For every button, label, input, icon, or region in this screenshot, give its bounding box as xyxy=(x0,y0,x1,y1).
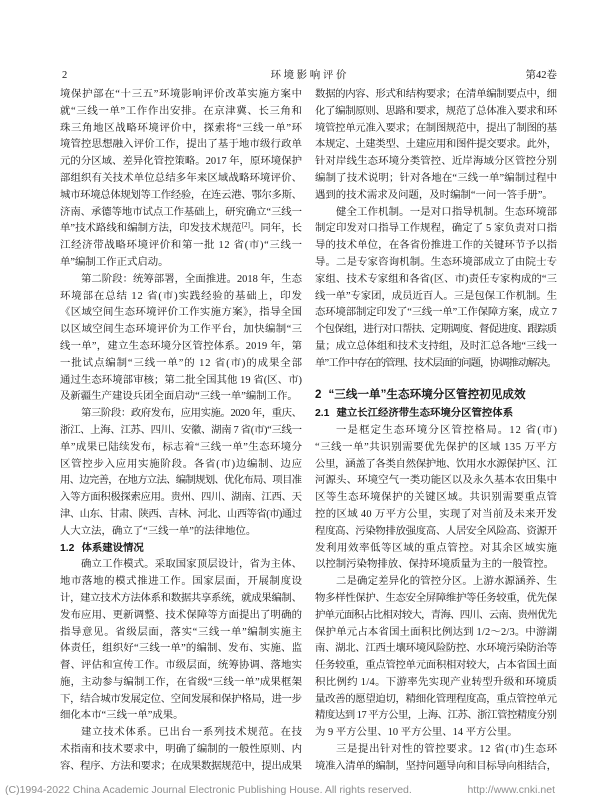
text-line xyxy=(315,641,557,658)
section-number: 2.1 xyxy=(315,408,330,420)
text-line-content: 第二阶段：统筹部署，全面推进。2018 年，生态 xyxy=(81,273,302,285)
text-line xyxy=(60,490,302,507)
text-line-content: 积比例约 1/4。下游率先实现产业转型升级和环境质 xyxy=(315,676,558,688)
text-line xyxy=(60,322,302,339)
text-line xyxy=(60,473,302,490)
text-line xyxy=(60,255,302,272)
volume-label: 第42卷 xyxy=(525,70,557,81)
text-line-content: 编制了技术说明；针对各地在“三线一单”编制过程中 xyxy=(315,172,558,184)
section-heading xyxy=(60,541,302,558)
text-line-content: 量改善的愿望迫切，精细化管理程度高，重点管控单元 xyxy=(315,693,557,705)
text-line-content: 发布应用、更新调整、技术保障等方面提出了明确的 xyxy=(60,609,303,621)
text-line-content: 容、程序、方法和要求；在成果数据规范中，提出成果 xyxy=(60,760,302,772)
text-line xyxy=(60,188,302,205)
text-line xyxy=(315,137,557,154)
text-line xyxy=(60,524,302,541)
text-line-content: 江经济带战略环境评价和第一批 12 省(市)“三线一 xyxy=(60,240,303,252)
paragraph xyxy=(60,725,302,775)
text-line xyxy=(60,221,302,238)
text-line-content: 地市落地的模式推进工作。国家层面，开展制度设 xyxy=(60,576,303,588)
text-line-content: 程度高、污染物排放强度高、人居安全风险高、资源开 xyxy=(315,525,557,537)
text-line-content: 元的分区域、差异化管控策略。2017 年，原环境保护 xyxy=(60,156,303,168)
text-line xyxy=(315,171,557,188)
text-line-content: 单”工作中存在的管理、技术层面的问题，协调推动解决。 xyxy=(315,357,557,369)
text-line-content: 建立技术体系。已出台一系列技术规范。在技 xyxy=(81,727,303,739)
text-line-content: 保护单元占本省国土面积比例达到 1/2～2/3。中游湖 xyxy=(315,626,558,638)
text-line xyxy=(315,154,557,171)
text-line-content: 确立工作模式。采取国家顶层设计，省为主体、 xyxy=(81,559,303,571)
text-line xyxy=(315,490,557,507)
text-line xyxy=(315,507,557,524)
text-line xyxy=(315,272,557,289)
text-line xyxy=(315,557,557,574)
text-line xyxy=(60,406,302,423)
text-line-content: 术指南和技术要求中，明确了编制的一般性原则、内 xyxy=(60,744,303,756)
text-line xyxy=(315,457,557,474)
text-line xyxy=(315,591,557,608)
text-line-content: 健全工作机制。一是对口指导机制。生态环境部 xyxy=(336,206,558,218)
text-line xyxy=(315,574,557,591)
text-line xyxy=(60,708,302,725)
text-line xyxy=(315,356,557,373)
text-line xyxy=(315,524,557,541)
text-line-content: 公里，涵盖了各类自然保护地、饮用水水源保护区、江 xyxy=(315,458,557,470)
text-line xyxy=(60,272,302,289)
text-line-content: 数据的内容、形式和结构要求；在清单编制要点中，细 xyxy=(315,89,557,100)
text-line-content: 境管控思想融入评价工作，提出了基于地市级行政单 xyxy=(60,139,303,151)
text-line-content: 以区域空间生态环境评价为工作平台，加快编制“三 xyxy=(60,324,303,336)
text-line-content: 通过生态环境部审核；第二批全国其他 19 省(区、市) xyxy=(60,374,303,386)
text-line-content: 控的区域 40 万平方公里，实现了对当前及未来开发 xyxy=(315,508,558,520)
text-line-content: 境保护部在“十三五”环境影响评价改革实施方案中 xyxy=(60,89,303,100)
text-line-content: 城市环境总体规划等工作经验，在连云港、鄂尔多斯、 xyxy=(60,189,302,201)
text-line-content: 态环境部制定印发了“三线一单”工作保障方案，成立 7 xyxy=(315,307,557,319)
text-line xyxy=(60,238,302,255)
paragraph xyxy=(315,87,557,205)
text-line xyxy=(60,658,302,675)
text-line-content: 细化本市“三线一单”成果。 xyxy=(60,710,184,722)
text-line xyxy=(60,457,302,474)
text-line-content: 线一单”专家团，成员近百人。三是包保工作机制。生 xyxy=(315,290,557,302)
text-line xyxy=(315,238,557,255)
text-line-content: 境准入清单的编制，坚持问题导向和目标导向相结合， xyxy=(315,760,557,772)
left-column xyxy=(60,87,302,776)
text-line xyxy=(60,205,302,222)
text-line-content: 计，建立技术方法体系和数据共享系统，就成果编制、 xyxy=(60,592,302,604)
text-line-content: 化了编制原则、思路和要求，规范了总体准入要求和环 xyxy=(315,105,557,117)
text-line-content: 任务较重，重点管控单元面积相对较大，占本省国土面 xyxy=(315,660,557,672)
text-line-content: 一批试点编制“三线一单”的 12 省(市)的成果全部 xyxy=(60,357,303,369)
text-line-content: 第三阶段：政府发布，应用实施。2020 年，重庆、 xyxy=(81,408,302,420)
text-line-content: 遇到的技术需求及问题，及时编制“一问一答手册”。 xyxy=(315,189,553,201)
text-line-content: 督、评估和宣传工作。市级层面，统筹协调、落地实 xyxy=(60,660,303,672)
text-line-content: 及新疆生产建设兵团全面启动“三线一单”编制工作。 xyxy=(60,391,298,403)
text-line-content: “三线一单”共识别需要优先保护的区域 135 万平方 xyxy=(315,441,558,453)
text-line xyxy=(315,205,557,222)
text-line xyxy=(60,625,302,642)
text-line xyxy=(315,221,557,238)
citation-ref: [2] xyxy=(241,222,250,230)
text-line-content: 量；成立总体组和技术支持组，及时汇总各地“三线一 xyxy=(315,340,557,352)
section-number: 1.2 xyxy=(60,542,75,554)
text-line xyxy=(60,171,302,188)
text-line-content: 境管控单元准入要求；在制图规范中，提出了制图的基 xyxy=(315,122,557,134)
paragraph xyxy=(315,742,557,776)
right-column xyxy=(315,87,557,776)
text-line-content: 为 9 平方公里、10 平方公里、14 平方公里。 xyxy=(315,727,518,739)
section-heading xyxy=(315,406,557,423)
section-number: 2 xyxy=(315,387,322,401)
text-line xyxy=(315,255,557,272)
text-line xyxy=(315,541,557,558)
text-line xyxy=(60,608,302,625)
text-line-content: 一是框定生态环境分区管控格局。12 省(市) xyxy=(336,424,559,436)
text-line xyxy=(60,574,302,591)
text-line xyxy=(60,121,302,138)
text-line xyxy=(60,692,302,709)
text-line-content: 河源头、环境空气一类功能区以及永久基本农田集中 xyxy=(315,475,558,487)
text-line-content: 精度达到 17 平方公里，上海、江苏、浙江管控精度分别 xyxy=(315,710,557,722)
text-line-content: 用、边完善，在地方立法、编制规划、优化布局、项目准 xyxy=(60,475,302,487)
text-line xyxy=(60,339,302,356)
section-heading xyxy=(315,383,557,407)
text-line-content: 就“三线一单”工作作出安排。在京津冀、长三角和 xyxy=(60,105,303,117)
text-line-content: 导。二是专家咨询机制。生态环境部成立了由院士专 xyxy=(315,256,558,268)
text-line xyxy=(60,305,302,322)
paragraph xyxy=(60,557,302,725)
footer-url: http://www.cnki.net xyxy=(467,784,555,796)
text-line-content: 部组织有关技术单位总结多年来区域战略环境评价、 xyxy=(60,172,303,184)
text-line xyxy=(315,305,557,322)
text-line xyxy=(60,675,302,692)
text-line-content: 以控制污染物排放、保持环境质量为主的一般管控。 xyxy=(315,559,554,571)
text-line-content: 区管控步入应用实施阶段。各省(市)边编制、边应 xyxy=(60,458,303,470)
copyright-notice: (C)1994-2022 China Academic Journal Electronic Publishing House. All rights reserved. xyxy=(5,784,412,796)
text-line xyxy=(60,725,302,742)
text-line-content: 家组、技术专家组和各省(区、市)责任专家构成的“三 xyxy=(315,273,558,285)
text-line-content: 区等生态环境保护的关键区域。共识别需要重点管 xyxy=(315,492,558,504)
text-line-content: 发利用效率低等区域的重点管控。对其余区域实施 xyxy=(315,542,558,554)
text-line xyxy=(60,289,302,306)
text-line-content: 南、湖北、江西土壤环境风险防控、水环境污染防治等 xyxy=(315,643,557,655)
text-line xyxy=(315,608,557,625)
text-line-content: 个包保组，进行对口帮扶、定期调度、督促进度、跟踪质 xyxy=(315,324,557,336)
text-line-content: 制定印发对口指导工作规程，确定了 5 家负责对口指 xyxy=(315,223,558,235)
text-line xyxy=(60,356,302,373)
paragraph xyxy=(315,423,557,574)
text-line xyxy=(315,87,557,104)
text-line-content: 人大立法，确立了“三线一单”的法律地位。 xyxy=(60,525,257,537)
text-line xyxy=(315,473,557,490)
text-run: 。同年，长 xyxy=(249,223,303,235)
text-line-content: 下，结合城市发展定位、空间发展和保护格局，进一步 xyxy=(60,693,302,705)
text-line xyxy=(315,759,557,776)
text-line xyxy=(60,507,302,524)
text-line xyxy=(315,289,557,306)
text-line xyxy=(315,625,557,642)
running-header xyxy=(60,68,557,84)
paragraph xyxy=(60,87,302,272)
text-line xyxy=(60,440,302,457)
page-number: 2 xyxy=(62,70,68,81)
text-line xyxy=(60,373,302,390)
paragraph xyxy=(315,574,557,742)
text-line xyxy=(60,742,302,759)
section-title: “三线一单”生态环境分区管控初见成效 xyxy=(328,387,526,401)
text-line xyxy=(315,708,557,725)
text-line xyxy=(60,389,302,406)
text-line-content: 线一单”，建立生态环境分区管控体系。2019 年，第 xyxy=(60,340,303,352)
text-line-content xyxy=(60,223,302,234)
text-line xyxy=(315,725,557,742)
text-line-content: 入等方面积极探索应用。贵州、四川、湖南、江西、天 xyxy=(60,492,302,504)
text-line xyxy=(315,121,557,138)
text-line xyxy=(315,339,557,356)
text-line xyxy=(315,322,557,339)
text-line-content: 护单元面积占比相对较大，青海、四川、云南、贵州优先 xyxy=(315,609,557,621)
text-line xyxy=(60,87,302,104)
page-footer xyxy=(5,782,555,798)
text-line-content: 济南、承德等地市试点工作基础上，研究确立“三线一 xyxy=(60,206,302,218)
text-line-content: 津、山东、甘肃、陕西、吉林、河北、山西等省(市)通过 xyxy=(60,508,302,520)
text-line-content: 二是确定差异化的管控分区。上游水源涵养、生 xyxy=(336,576,558,588)
text-line xyxy=(60,759,302,776)
text-line xyxy=(315,675,557,692)
text-line-content: 三是提出针对性的管控要求。12 省(市)生态环 xyxy=(336,744,558,756)
journal-title: 环 境 影 响 评 价 xyxy=(270,70,347,81)
text-line-content: 针对岸线生态环境分类管控、近岸海域分区管控分别 xyxy=(315,156,558,168)
text-line xyxy=(315,188,557,205)
section-title: 体系建设情况 xyxy=(81,542,144,554)
text-line-content: 指导意见。省级层面，落实“三线一单”编制实施主 xyxy=(60,626,303,638)
section-title: 建立长江经济带生态环境分区管控体系 xyxy=(336,408,514,420)
text-line xyxy=(315,104,557,121)
text-line xyxy=(60,557,302,574)
text-line-content: 《区域空间生态环境评价工作实施方案》，指导全国 xyxy=(60,307,303,319)
text-line-content: 物多样性保护、生态安全屏障维护等任务较重，优先保 xyxy=(315,592,557,604)
text-line xyxy=(315,423,557,440)
text-line xyxy=(60,137,302,154)
text-line-content: 施，主动参与编制工作，在省级“三线一单”成果框架 xyxy=(60,676,303,688)
text-line-content: 导的技术单位，在各省份推进工作的关键环节予以指 xyxy=(315,240,558,252)
paragraph xyxy=(315,205,557,373)
text-run: 单”技术路线和编制方法，印发技术规范 xyxy=(60,223,242,235)
text-line-content: 珠三角地区战略环境评价中，探索将“三线一单”环 xyxy=(60,122,303,134)
text-line-content: 浙江、上海、江苏、四川、安徽、湖南 7 省(市)“三线一 xyxy=(60,424,302,436)
text-line xyxy=(315,692,557,709)
text-line-content: 本规定、土建类型、土建应用和图件提交要求。此外， xyxy=(315,139,557,151)
text-line xyxy=(60,641,302,658)
text-line-content: 单”编制工作正式启动。 xyxy=(60,256,169,268)
text-line xyxy=(60,423,302,440)
text-line xyxy=(60,154,302,171)
text-line xyxy=(315,440,557,457)
text-line-content: 体责任，组织好“三线一单”的编制、发布、实施、监 xyxy=(60,643,303,655)
text-line-content: 单”成果已陆续发布，标志着“三线一单”生态环境分 xyxy=(60,441,303,453)
paragraph xyxy=(60,272,302,406)
text-line xyxy=(60,591,302,608)
text-line xyxy=(315,742,557,759)
text-line xyxy=(315,658,557,675)
text-line-content: 环境部在总结 12 省(市)实践经验的基础上，印发 xyxy=(60,290,303,302)
text-line xyxy=(60,104,302,121)
paragraph xyxy=(60,406,302,540)
